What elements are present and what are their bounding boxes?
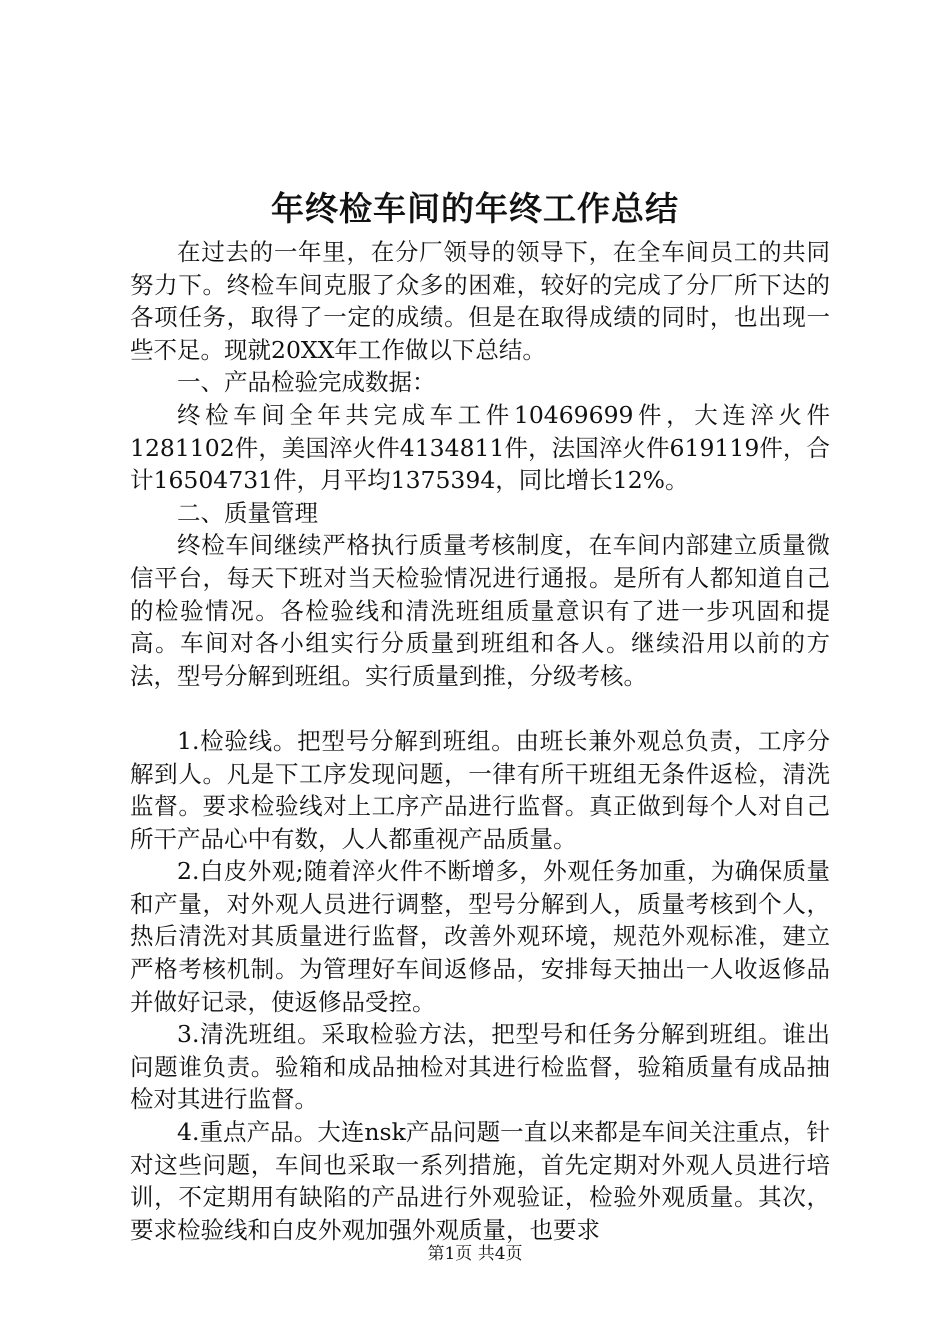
paragraph-inspection-data: 终检车间全年共完成车工件10469699件，大连淬火件1281102件，美国淬火件4134811件，法国淬火件619119件，合计16504731件，月平均1375394，同比增长12%。 — [130, 400, 830, 495]
paragraph-spacer — [130, 692, 830, 725]
section-heading-quality-management: 二、质量管理 — [177, 498, 318, 527]
paragraph-quality-management: 终检车间继续严格执行质量考核制度，在车间内部建立质量微信平台，每天下班对当天检验情况进行通报。是所有人都知道自己的检验情况。各检验线和清洗班组质量意识有了进一步巩固和提高。车间对各小组实行分质量到班组和各人。继续沿用以前的方法，型号分解到班组。实行质量到推，分级考核。 — [130, 531, 830, 690]
document-body — [130, 236, 830, 1246]
paragraph-item-4: 4.重点产品。大连nsk产品问题一直以来都是车间关注重点，针对这些问题，车间也采取一系列措施，首先定期对外观人员进行培训，不定期用有缺陷的产品进行外观验证，检验外观质量。其次，要求检验线和白皮外观加强外观质量，也要求 — [130, 1118, 830, 1244]
section-heading-inspection-data: 一、产品检验完成数据： — [177, 368, 436, 397]
paragraph-item-2: 2.白皮外观;随着淬火件不断增多，外观任务加重，为确保质量和产量，对外观人员进行调整，型号分解到人，质量考核到个人，热后清洗对其质量进行监督，改善外观环境，规范外观标准，建立严格考核机制。为管理好车间返修品，安排每天抽出一人收返修品并做好记录，使返修品受控。 — [130, 857, 830, 1016]
page-footer: 第1页 共4页 — [427, 1244, 523, 1264]
document-title: 年终检车间的年终工作总结 — [271, 189, 679, 228]
paragraph-intro: 在过去的一年里，在分厂领导的领导下，在全车间员工的共同努力下。终检车间克服了众多的困难，较好的完成了分厂所下达的各项任务，取得了一定的成绩。但是在取得成绩的同时，也出现一些不足。现就20XX年工作做以下总结。 — [130, 238, 830, 364]
paragraph-item-3: 3.清洗班组。采取检验方法，把型号和任务分解到班组。谁出问题谁负责。验箱和成品抽检对其进行检监督，验箱质量有成品抽检对其进行监督。 — [130, 1020, 830, 1114]
paragraph-item-1: 1.检验线。把型号分解到班组。由班长兼外观总负责，工序分解到人。凡是下工序发现问题，一律有所干班组无条件返检，清洗监督。要求检验线对上工序产品进行监督。真正做到每个人对自己所干产品心中有数，人人都重视产品质量。 — [130, 726, 830, 853]
